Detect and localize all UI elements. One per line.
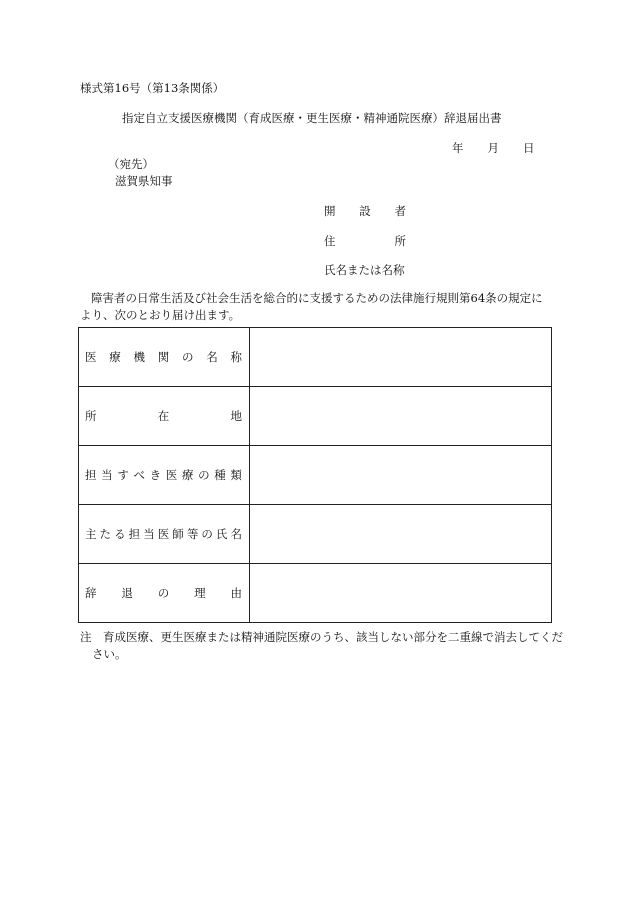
label-char: 師 — [172, 527, 184, 541]
label-char: 主 — [85, 527, 97, 541]
label-char: 由 — [230, 586, 242, 600]
row-label — [79, 585, 249, 601]
label-char: 在 — [157, 409, 170, 423]
char: 設 — [359, 204, 371, 218]
row-label — [79, 408, 249, 424]
row-label — [79, 526, 249, 542]
label-char: る — [114, 527, 126, 541]
row-value-cell[interactable] — [250, 505, 552, 564]
date-day-label: 日 — [523, 141, 535, 155]
char: 開 — [324, 204, 336, 218]
label-char: 医 — [165, 468, 178, 482]
label-char: の — [198, 468, 210, 482]
row-label-cell — [79, 564, 250, 623]
label-char: 理 — [194, 586, 206, 600]
document-title: 指定自立支援医療機関（育成医療・更生医療・精神通院医療）辞退届出書 — [122, 111, 502, 125]
char: 住 — [324, 234, 336, 248]
addressee-prefix: （宛先） — [108, 157, 154, 171]
label-char: 類 — [230, 468, 242, 482]
row-value-cell[interactable] — [250, 446, 552, 505]
label-char: の — [157, 586, 170, 600]
row-label-cell — [79, 387, 250, 446]
table-row — [79, 446, 552, 505]
label-char: 機 — [133, 350, 145, 364]
label-char: 関 — [157, 350, 170, 364]
form-number: 様式第16号（第13条関係） — [80, 81, 225, 95]
label-char: き — [149, 468, 162, 482]
char: 氏名または名称 — [324, 263, 405, 277]
table-row — [79, 564, 552, 623]
label-char: 種 — [214, 468, 226, 482]
row-value-cell[interactable] — [250, 387, 552, 446]
table-row — [79, 328, 552, 387]
label-char: 名 — [206, 350, 218, 364]
row-value-cell[interactable] — [250, 564, 552, 623]
note-text: 注 育成医療、更生医療または精神通院医療のうち、該当しない部分を二重線で消去してください。 — [80, 630, 563, 661]
row-label — [79, 349, 249, 365]
char: 所 — [394, 234, 406, 248]
row-label-cell — [79, 328, 250, 387]
label-char: 医 — [85, 350, 97, 364]
label-char: の — [182, 350, 194, 364]
label-char: す — [117, 468, 129, 482]
label-char: 当 — [101, 468, 113, 482]
label-char: 名 — [230, 527, 242, 541]
table-row — [79, 387, 552, 446]
label-char: 療 — [181, 468, 194, 482]
label-char: 地 — [230, 409, 242, 423]
label-char: 退 — [121, 586, 133, 600]
label-char: 当 — [143, 527, 155, 541]
body-text: 障害者の日常生活及び社会生活を総合的に支援するための法律施行規則第64条の規定により、次のとおり届け出ます。 — [80, 291, 543, 322]
row-value-cell[interactable] — [250, 328, 552, 387]
form-table — [78, 327, 552, 623]
row-label-cell — [79, 446, 250, 505]
label-char: 称 — [230, 350, 242, 364]
label-char: た — [99, 527, 112, 541]
date-month-label: 月 — [487, 141, 499, 155]
applicant-founder-label — [324, 203, 406, 219]
applicant-address-label — [324, 233, 406, 249]
table-row — [79, 505, 552, 564]
label-char: 所 — [85, 409, 97, 423]
label-char: 担 — [85, 468, 97, 482]
label-char: 担 — [128, 527, 141, 541]
label-char: 氏 — [215, 527, 228, 541]
date-year-label: 年 — [452, 141, 464, 155]
label-char: 医 — [157, 527, 170, 541]
char: 者 — [394, 204, 406, 218]
label-char: 療 — [109, 350, 121, 364]
label-char: 等 — [186, 527, 199, 541]
label-char: べ — [133, 468, 145, 482]
label-char: の — [201, 527, 213, 541]
addressee-name: 滋賀県知事 — [115, 174, 173, 188]
applicant-name-label — [324, 262, 406, 278]
date-line — [452, 140, 535, 156]
label-char: 辞 — [85, 586, 97, 600]
row-label — [79, 467, 249, 483]
row-label-cell — [79, 505, 250, 564]
